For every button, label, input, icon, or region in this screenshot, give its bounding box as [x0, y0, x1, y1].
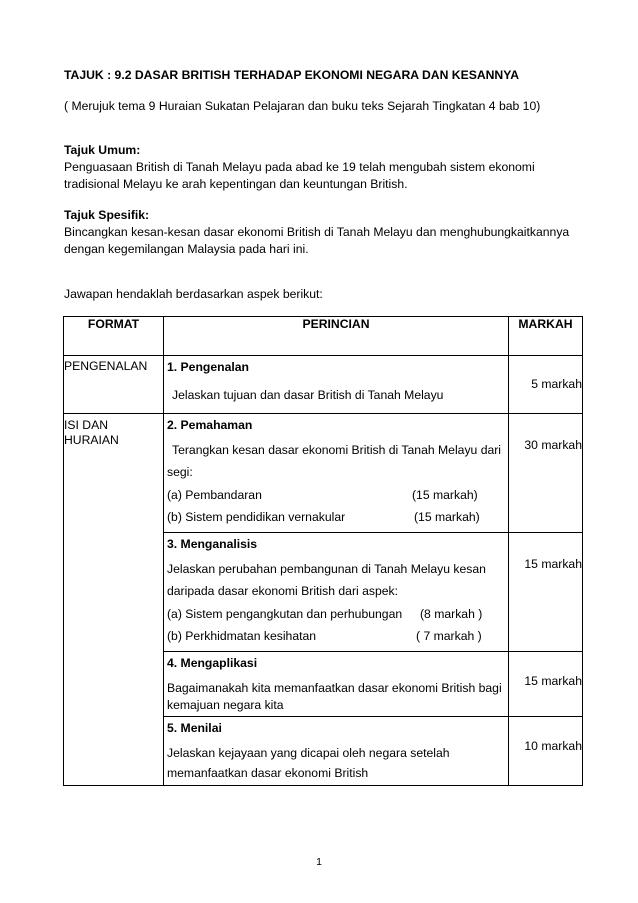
- menganalisis-a-label: (a) Sistem pengangkutan dan perhubungan: [167, 607, 403, 621]
- tajuk-umum-line-2: tradisional Melayu ke arah kepentingan dan keuntungan British.: [64, 177, 408, 191]
- tajuk-umum-heading: Tajuk Umum:: [64, 143, 141, 157]
- mark-menilai: [509, 717, 583, 786]
- detail-menganalisis: [164, 533, 509, 652]
- pemahaman-a-mark: (15 markah): [412, 488, 478, 502]
- mengaplikasi-line-1: Bagaimanakah kita memanfaatkan dasar ekonomi British bagi: [167, 681, 502, 695]
- detail-menilai: [164, 717, 509, 786]
- mengaplikasi-title: 4. Mengaplikasi: [167, 656, 258, 670]
- table-row-pemahaman: [64, 414, 583, 533]
- pemahaman-b-mark: (15 markah): [414, 510, 480, 524]
- detail-pemahaman: [164, 414, 509, 533]
- rubric-table: [63, 316, 583, 786]
- format-pengenalan: [64, 356, 164, 414]
- tajuk-spesifik-heading: Tajuk Spesifik:: [64, 208, 150, 222]
- menganalisis-item-a: [164, 603, 508, 625]
- pengenalan-text: Jelaskan tujuan dan dasar British di Tanah Melayu: [172, 388, 444, 402]
- mark-mengaplikasi: [509, 652, 583, 717]
- menganalisis-b-mark: ( 7 markah ): [416, 629, 482, 643]
- tajuk-spesifik-line-1: Bincangkan kesan-kesan dasar ekonomi British di Tanah Melayu dan menghubungkaitkannya: [64, 225, 570, 239]
- header-format: FORMAT: [64, 317, 164, 356]
- mark-menilai-value: 10 markah: [524, 739, 582, 753]
- format-pengenalan-label: PENGENALAN: [64, 359, 148, 373]
- reference-note: ( Merujuk tema 9 Huraian Sukatan Pelajaran dan buku teks Sejarah Tingkatan 4 bab 10): [64, 99, 541, 113]
- mark-pemahaman: [509, 414, 583, 533]
- menilai-title: 5. Menilai: [167, 721, 222, 735]
- pemahaman-a-label: (a) Pembandaran: [167, 488, 262, 502]
- mark-pengenalan: [509, 356, 583, 414]
- pemahaman-b-label: (b) Sistem pendidikan vernakular: [167, 510, 346, 524]
- menganalisis-item-b: [164, 625, 508, 647]
- format-isi-line-2: HURAIAN: [64, 433, 119, 447]
- pemahaman-line-2: segi:: [167, 465, 193, 479]
- pemahaman-item-a: [164, 484, 508, 506]
- menilai-line-2: memanfaatkan dasar ekonomi British: [167, 766, 369, 780]
- pemahaman-item-b: [164, 506, 508, 528]
- menganalisis-title: 3. Menganalisis: [167, 537, 258, 551]
- pengenalan-title: 1. Pengenalan: [167, 360, 249, 374]
- page-number: 1: [316, 856, 322, 868]
- menganalisis-a-mark: (8 markah ): [420, 607, 483, 621]
- mark-menganalisis: [509, 533, 583, 652]
- mark-pemahaman-value: 30 markah: [524, 438, 582, 452]
- instruction-text: Jawapan hendaklah berdasarkan aspek berikut:: [64, 287, 323, 301]
- menilai-line-1: Jelaskan kejayaan yang dicapai oleh negara setelah: [167, 746, 450, 760]
- format-isi-line-1: ISI DAN: [64, 418, 109, 432]
- pemahaman-line-1: Terangkan kesan dasar ekonomi British di Tanah Melayu dari: [172, 443, 502, 457]
- table-header-row: [64, 317, 583, 356]
- tajuk-spesifik-line-2: dengan kegemilangan Malaysia pada hari ini.: [64, 242, 309, 256]
- menganalisis-line-2: daripada dasar ekonomi British dari aspek:: [167, 584, 399, 598]
- document-title: TAJUK : 9.2 DASAR BRITISH TERHADAP EKONOMI NEGARA DAN KESANNYA: [64, 68, 520, 82]
- menganalisis-b-label: (b) Perkhidmatan kesihatan: [167, 629, 317, 643]
- table-row-pengenalan: [64, 356, 583, 414]
- mengaplikasi-line-2: kemajuan negara kita: [167, 698, 284, 712]
- header-perincian: PERINCIAN: [164, 317, 509, 356]
- tajuk-umum-line-1: Penguasaan British di Tanah Melayu pada abad ke 19 telah mengubah sistem ekonomi: [64, 160, 535, 174]
- detail-mengaplikasi: [164, 652, 509, 717]
- mark-menganalisis-value: 15 markah: [524, 557, 582, 571]
- pemahaman-title: 2. Pemahaman: [167, 418, 253, 432]
- detail-pengenalan: [164, 356, 509, 414]
- mark-pengenalan-value: 5 markah: [531, 377, 582, 391]
- menganalisis-line-1: Jelaskan perubahan pembangunan di Tanah Melayu kesan: [167, 562, 486, 576]
- header-markah: MARKAH: [509, 317, 583, 356]
- format-isi-huraian: [64, 414, 164, 786]
- mark-mengaplikasi-value: 15 markah: [524, 674, 582, 688]
